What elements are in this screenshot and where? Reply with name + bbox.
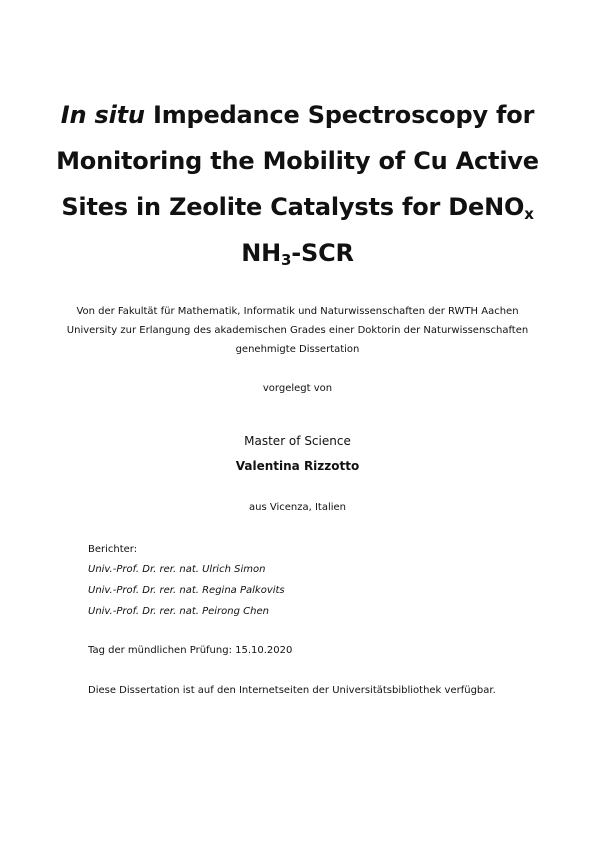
- faculty-line-2: University zur Erlangung des akademischen Grades einer Doktorin der Naturwissenschaften: [66, 325, 529, 336]
- title-line-4-post: -SCR: [291, 239, 354, 267]
- faculty-statement: [40, 302, 555, 359]
- author-name: Valentina Rizzotto: [235, 459, 360, 473]
- title-line-3-main: Sites in Zeolite Catalysts for DeNO: [61, 193, 525, 221]
- title-line-2: Monitoring the Mobility of Cu Active: [56, 147, 539, 175]
- referee-1: Univ.-Prof. Dr. rer. nat. Ulrich Simon: [88, 564, 266, 575]
- author-origin: aus Vicenza, Italien: [248, 502, 347, 513]
- title-line-3: [40, 184, 555, 230]
- title-line-4: [40, 230, 555, 276]
- availability-notice: Diese Dissertation ist auf den Internetseiten der Universitätsbibliothek verfügbar.: [88, 685, 496, 696]
- thesis-title: [40, 92, 555, 276]
- title-line-4-pre: NH: [241, 239, 281, 267]
- title-italic-part: In situ: [60, 101, 145, 129]
- oral-exam-date: Tag der mündlichen Prüfung: 15.10.2020: [88, 645, 293, 656]
- referee-3: Univ.-Prof. Dr. rer. nat. Peirong Chen: [88, 606, 269, 617]
- author-degree: Master of Science: [244, 434, 351, 448]
- title-line-1: [40, 92, 555, 138]
- referee-2: Univ.-Prof. Dr. rer. nat. Regina Palkovits: [88, 585, 285, 596]
- referees-label: Berichter:: [88, 544, 138, 555]
- title-line-4-subscript: 3: [280, 251, 292, 269]
- title-line-3-subscript: x: [524, 205, 534, 223]
- submitted-by-label: vorgelegt von: [262, 383, 333, 394]
- faculty-line-3: genehmigte Dissertation: [235, 344, 360, 355]
- title-line-1-rest: Impedance Spectroscopy for: [144, 101, 535, 129]
- faculty-line-1: Von der Fakultät für Mathematik, Informatik und Naturwissenschaften der RWTH Aachen: [76, 306, 519, 317]
